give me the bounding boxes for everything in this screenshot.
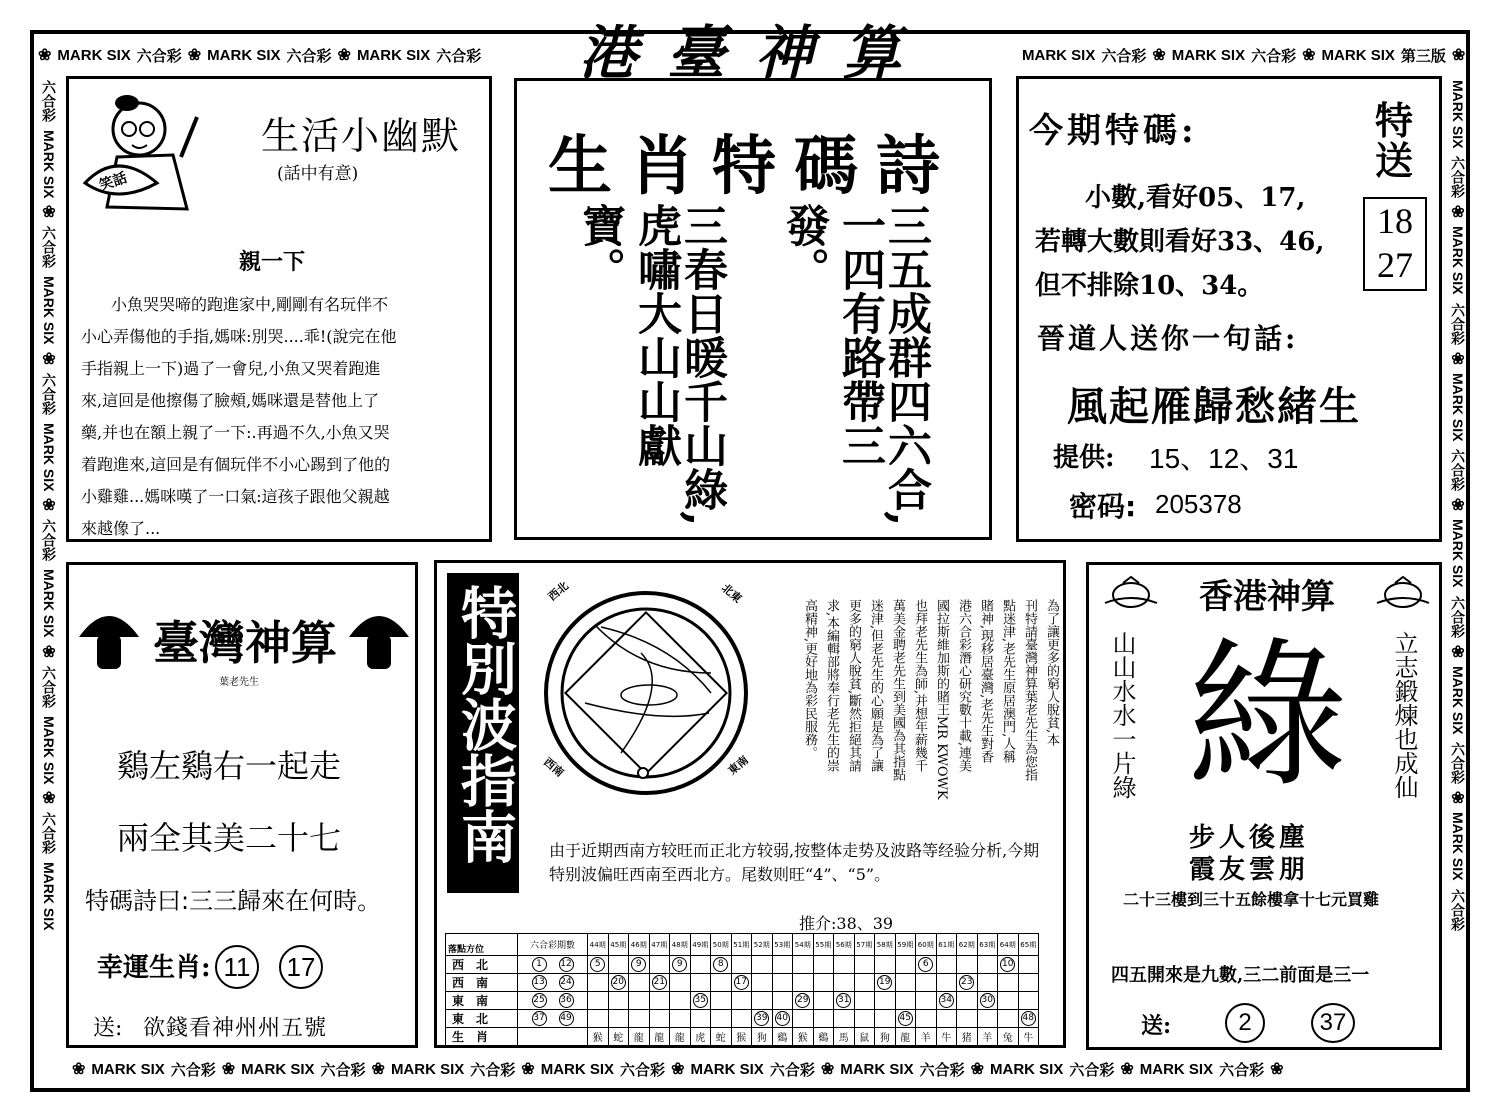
table-cell [957, 992, 978, 1010]
article-column: 國拉斯維加斯的賭王MR KWOWK [934, 599, 949, 800]
zodiac-cell-text: 牛 [1023, 1033, 1034, 1044]
table-cell [649, 974, 670, 992]
password-value: 205378 [1155, 489, 1242, 519]
mushroom-icon [75, 601, 143, 673]
table-row [446, 992, 1039, 1010]
zodiac-cell-text: 蛇 [715, 1033, 726, 1044]
bottom-strip: ❀ MARK SIX 六合彩 ❀ MARK SIX 六合彩 ❀ MARK SIX 六合彩 ❀ MARK SIX 六合彩 ❀ MARK SIX 六合彩 ❀ MARK SIX 六合彩 ❀ MARK SIX 六合彩 ❀ MARK SIX 六合彩 ❀ [72, 1060, 1284, 1079]
table-cell [813, 992, 834, 1010]
period-cell: 60期 [916, 934, 937, 956]
compass-label: 西南 [541, 755, 567, 780]
article-column: 更多的窮人脫貧,斷然拒絕其請 [846, 599, 861, 773]
number-mark: 48 [1021, 1011, 1036, 1026]
table-cell [936, 1028, 957, 1046]
table-cell [752, 992, 773, 1010]
number-mark: 9 [631, 957, 646, 972]
provide-label: 提供: [1053, 443, 1115, 473]
number-mark: 19 [877, 975, 892, 990]
article-column: 萬美金聘老先生到美國為其指點 [890, 599, 905, 781]
table-cell [813, 956, 834, 974]
zodiac-cell-text: 猴 [736, 1033, 747, 1044]
poem-column: 虎嘯大山山獻寶。 [574, 203, 681, 467]
period-cell: 53期 [772, 934, 793, 956]
story-line: 藥,并也在額上親了一下:.再過不久,小魚又哭 [81, 423, 390, 442]
hk-right-column: 立志鍛煉也成仙 [1390, 631, 1418, 799]
table-header-row [446, 934, 1039, 956]
hk-line: 四五開來是九數,三二前面是三一 [1111, 965, 1370, 986]
compass-diagram [541, 583, 751, 803]
table-cell [793, 974, 814, 992]
period-cell: 63期 [977, 934, 998, 956]
hk-left-column: 山山水水一片綠 [1108, 631, 1136, 799]
table-cell [1018, 956, 1039, 974]
table-cell [670, 1028, 691, 1046]
table-cell [875, 1010, 896, 1028]
right-strip: MARK SIX 六合彩 ❀ MARK SIX 六合彩 ❀ MARK SIX 六合彩 ❀ MARK SIX 六合彩 ❀ MARK SIX 六合彩 ❀ MARK SIX 六合彩 [1450, 80, 1466, 931]
table-cell [895, 992, 916, 1010]
table-cell [1018, 1028, 1039, 1046]
table-row [446, 956, 1039, 974]
table-cell [875, 974, 896, 992]
table-cell [731, 974, 752, 992]
number-mark: 5 [590, 957, 605, 972]
table-cell [977, 956, 998, 974]
table-cell [711, 992, 732, 1010]
table-cell [588, 1010, 609, 1028]
row-label: 東 南 [446, 992, 518, 1010]
table-cell [957, 1010, 978, 1028]
zodiac-cell-text: 狗 [756, 1033, 767, 1044]
poem-panel [514, 78, 992, 540]
table-cell [670, 956, 691, 974]
guide-title: 特別波指南 [452, 584, 517, 864]
table-cell [875, 956, 896, 974]
story-line: 着跑進來,這回是有個玩伴不小心踢到了他的 [81, 455, 391, 474]
table-cell [772, 1028, 793, 1046]
table-cell [895, 974, 916, 992]
number-mark: 39 [754, 1011, 769, 1026]
hk-panel [1086, 562, 1442, 1050]
lucky-number: 11 [215, 945, 259, 989]
guide-summary: 由于近期西南方较旺而正北方较弱,按整体走势及波路等经验分析,今期特别波偏旺西南至西北方。尾数则旺“4”、“5”。 [549, 841, 1040, 884]
period-cell: 59期 [895, 934, 916, 956]
hk-send-number: 2 [1225, 1003, 1265, 1043]
provide-value: 15、12、31 [1149, 443, 1299, 474]
quote-label: 晉道人送你一句話: [1037, 322, 1299, 355]
table-cell [977, 992, 998, 1010]
row-label: 生 肖 [446, 1028, 518, 1046]
period-cell: 62期 [957, 934, 978, 956]
number-mark: 35 [693, 993, 708, 1008]
guide-recommend: 推介:38、39 [799, 914, 894, 933]
number-mark: 6 [918, 957, 933, 972]
row-key-cell [518, 956, 588, 974]
table-cell [772, 1010, 793, 1028]
send-text: 欲錢看神州州五號 [143, 1016, 328, 1041]
table-cell [608, 1010, 629, 1028]
zodiac-cell-text: 龍 [654, 1033, 665, 1044]
table-cell [731, 1028, 752, 1046]
zodiac-cell-text: 兔 [1002, 1033, 1013, 1044]
table-cell [588, 1028, 609, 1046]
hk-line: 霞友雲朋 [1189, 855, 1310, 885]
table-cell [957, 956, 978, 974]
send-label: 送: [93, 1016, 123, 1041]
table-cell [588, 974, 609, 992]
story-line: 小雞雞...媽咪嘆了一口氣:這孩子跟他父親越 [81, 487, 390, 506]
table-cell [916, 974, 937, 992]
taiwan-line: 特碼詩曰:三三歸來在何時。 [85, 887, 382, 915]
cartoon-man-illustration [77, 87, 237, 217]
period-cell: 56期 [834, 934, 855, 956]
article-column: 賭神,現移居臺灣,老先生對香 [978, 599, 993, 764]
edition-label: 第三版 [1400, 47, 1446, 65]
article-column: 港六合彩潛心研究數十載,連美 [956, 599, 971, 773]
period-cell: 48期 [670, 934, 691, 956]
guide-article [777, 599, 1061, 859]
table-cell [793, 992, 814, 1010]
humor-subtitle: (話中有意) [277, 164, 359, 184]
table-cell [752, 974, 773, 992]
zodiac-cell-text: 龍 [900, 1033, 911, 1044]
table-cell [854, 974, 875, 992]
number-mark: 40 [775, 1011, 790, 1026]
top-strip-right: MARK SIX 六合彩 ❀ MARK SIX 六合彩 ❀ MARK SIX 第三版 ❀ [1022, 46, 1466, 65]
table-cell [854, 956, 875, 974]
row-label: 西 北 [446, 956, 518, 974]
taiwan-title: 臺灣神算 [153, 616, 337, 670]
table-header-cell: 六合彩期數 [518, 934, 588, 956]
lucky-number: 17 [279, 945, 323, 989]
row-key: 13 [532, 975, 547, 990]
table-row [446, 1010, 1039, 1028]
period-cell: 64期 [998, 934, 1019, 956]
table-row [446, 974, 1039, 992]
table-cell [834, 1010, 855, 1028]
table-cell [977, 1028, 998, 1046]
table-cell [793, 1010, 814, 1028]
wave-table-body [446, 956, 1039, 1046]
row-key: 12 [559, 957, 574, 972]
table-cell [1018, 1010, 1039, 1028]
table-cell [670, 1010, 691, 1028]
badge-number-box [1363, 197, 1427, 291]
table-cell [670, 974, 691, 992]
table-cell [875, 1028, 896, 1046]
table-cell [916, 956, 937, 974]
zodiac-cell-text: 狗 [879, 1033, 890, 1044]
mushroom-icon [345, 601, 413, 673]
poem-column: 三五成群四六合, [880, 203, 931, 527]
table-cell [793, 956, 814, 974]
wave-table [445, 933, 1039, 1046]
special-badge: 特送 [1375, 99, 1414, 183]
table-cell [793, 1028, 814, 1046]
table-header-cell: 落點方位 [446, 934, 518, 956]
left-strip: 六合彩 MARK SIX ❀ 六合彩 MARK SIX ❀ 六合彩 MARK SIX ❀ 六合彩 MARK SIX ❀ 六合彩 MARK SIX ❀ 六合彩 MARK SIX [41, 80, 57, 931]
special-line: 但不排除10、34。 [1035, 271, 1264, 301]
table-cell [752, 1028, 773, 1046]
number-mark: 34 [939, 993, 954, 1008]
table-cell [936, 974, 957, 992]
table-cell [690, 956, 711, 974]
table-cell [649, 956, 670, 974]
period-cell: 50期 [711, 934, 732, 956]
table-cell [998, 992, 1019, 1010]
number-mark: 23 [959, 975, 974, 990]
row-key-cell [518, 992, 588, 1010]
table-cell [608, 974, 629, 992]
zodiac-cell-text: 猴 [797, 1033, 808, 1044]
guide-table-wrap [445, 933, 1039, 1046]
money-bag-icon [1103, 573, 1159, 609]
table-cell [998, 1010, 1019, 1028]
poem-title: 生肖特碼詩 [548, 129, 958, 204]
story-line: 小心弄傷他的手指,媽咪:別哭....乖!(說完在他 [81, 327, 397, 346]
period-cell: 58期 [875, 934, 896, 956]
zodiac-cell-text: 龍 [674, 1033, 685, 1044]
article-column: 為了讓更多的窮人脫貧,本 [1044, 599, 1059, 747]
zodiac-cell-text: 猪 [961, 1033, 972, 1044]
table-cell [649, 992, 670, 1010]
table-cell [998, 1028, 1019, 1046]
number-mark: 9 [672, 957, 687, 972]
table-cell [608, 992, 629, 1010]
table-cell [588, 956, 609, 974]
compass-label: 北東 [719, 581, 745, 606]
table-cell [916, 992, 937, 1010]
article-column: 點迷津,老先生原居澳門,人稱 [1000, 599, 1015, 764]
zodiac-cell-text: 虎 [695, 1033, 706, 1044]
hk-line: 步人後塵 [1189, 823, 1310, 853]
table-cell [977, 1010, 998, 1028]
table-cell [916, 1010, 937, 1028]
zodiac-cell-text: 猴 [592, 1033, 603, 1044]
table-cell [936, 992, 957, 1010]
table-cell [916, 1028, 937, 1046]
number-mark: 10 [1000, 957, 1015, 972]
guide-title-block [447, 573, 519, 893]
compass-label: 西北 [545, 579, 571, 604]
story-line: 手指親上一下)過了一會兒,小魚又哭着跑進 [81, 359, 381, 378]
password-label: 密码: [1069, 490, 1137, 523]
zodiac-cell-text: 羊 [920, 1033, 931, 1044]
zodiac-cell-text: 牛 [941, 1033, 952, 1044]
poem-column: 一四有路帶三發。 [778, 203, 885, 467]
article-column: 刊特請臺灣神算葉老先生為您指 [1022, 599, 1037, 781]
table-cell [649, 1010, 670, 1028]
table-cell [670, 992, 691, 1010]
row-key: 24 [559, 975, 574, 990]
table-cell [629, 1010, 650, 1028]
table-cell [711, 1010, 732, 1028]
row-key: 36 [559, 993, 574, 1008]
zodiac-cell-text: 鷄 [777, 1033, 788, 1044]
zodiac-cell-text: 蛇 [613, 1033, 624, 1044]
number-mark: 31 [836, 993, 851, 1008]
table-cell [608, 956, 629, 974]
story-line: 小魚哭哭啼的跑進家中,剛剛有名玩伴不 [111, 295, 389, 314]
table-cell [834, 974, 855, 992]
table-cell [772, 992, 793, 1010]
special-line: 小數,看好05、17, [1085, 183, 1306, 213]
hk-line: 二十三樓到三十五餘樓拿十七元買雞 [1123, 890, 1380, 909]
story-line: 來,這回是他擦傷了臉頰,媽咪還是替他上了 [81, 391, 380, 410]
table-cell [690, 992, 711, 1010]
guide-panel [434, 560, 1066, 1048]
table-cell [772, 956, 793, 974]
table-cell [1018, 974, 1039, 992]
table-cell [588, 992, 609, 1010]
row-key: 37 [532, 1011, 547, 1026]
number-mark: 45 [898, 1011, 913, 1026]
article-column: 高精神,更好地為彩民服務。 [802, 599, 817, 760]
row-label: 東 北 [446, 1010, 518, 1028]
number-mark: 30 [980, 993, 995, 1008]
table-cell [731, 1010, 752, 1028]
table-cell [731, 956, 752, 974]
row-key: 49 [559, 1011, 574, 1026]
period-cell: 52期 [752, 934, 773, 956]
table-cell [752, 956, 773, 974]
humor-title: 生活小幽默 [261, 114, 462, 158]
table-cell [649, 1028, 670, 1046]
period-cell: 49期 [690, 934, 711, 956]
article-column: 也拜老先生為師,并想年薪幾千 [912, 599, 927, 773]
zodiac-cell-text: 鼠 [859, 1033, 870, 1044]
table-cell [690, 1010, 711, 1028]
period-cell: 45期 [608, 934, 629, 956]
article-column: 求,本編輯部將奉行老先生的崇 [824, 599, 839, 773]
humor-panel [66, 76, 492, 542]
table-cell [629, 1028, 650, 1046]
badge-number: 27 [1377, 245, 1413, 285]
story-title: 親一下 [239, 249, 306, 275]
table-cell [957, 1028, 978, 1046]
table-cell [1018, 992, 1039, 1010]
hk-title: 香港神算 [1199, 577, 1335, 617]
table-cell [629, 956, 650, 974]
number-mark: 17 [734, 975, 749, 990]
table-cell [936, 1010, 957, 1028]
table-cell [957, 974, 978, 992]
taiwan-line: 鷄左鷄右一起走 [117, 747, 342, 785]
poem-column: 三春日暖千山綠, [676, 203, 727, 527]
table-cell [813, 974, 834, 992]
table-cell [936, 956, 957, 974]
row-key-cell [518, 1010, 588, 1028]
story-body [81, 289, 481, 545]
table-cell [998, 974, 1019, 992]
number-mark: 21 [652, 975, 667, 990]
lucky-label: 幸運生肖: [97, 953, 211, 983]
number-mark: 29 [795, 993, 810, 1008]
period-cell: 47期 [649, 934, 670, 956]
table-cell [711, 974, 732, 992]
article-column: 迷津,但老先生的心願是為了讓 [868, 599, 883, 773]
money-bag-icon [1375, 573, 1431, 609]
compass-label: 東南 [725, 753, 751, 778]
taiwan-panel [66, 562, 418, 1048]
table-cell [772, 974, 793, 992]
table-cell [690, 1028, 711, 1046]
table-cell [895, 956, 916, 974]
fan-text: 笑話 [97, 170, 130, 194]
table-cell [629, 974, 650, 992]
hk-send-number: 37 [1311, 1003, 1355, 1043]
taiwan-author: 葉老先生 [219, 677, 259, 688]
number-mark: 20 [611, 975, 626, 990]
zodiac-cell-text: 龍 [633, 1033, 644, 1044]
hk-big-character: 綠 [1186, 622, 1347, 809]
table-cell [711, 956, 732, 974]
row-key-cell [518, 974, 588, 992]
table-cell [731, 992, 752, 1010]
top-strip-left: ❀ MARK SIX 六合彩 ❀ MARK SIX 六合彩 ❀ MARK SIX 六合彩 [38, 46, 482, 65]
table-cell [854, 992, 875, 1010]
row-key: 25 [532, 993, 547, 1008]
row-key-cell [518, 1028, 588, 1046]
special-panel [1016, 76, 1442, 542]
special-heading: 今期特碼: [1029, 111, 1198, 151]
zodiac-cell-text: 鷄 [818, 1033, 829, 1044]
period-cell: 54期 [793, 934, 814, 956]
table-row [446, 1028, 1039, 1046]
quote-text: 風起雁歸愁緒生 [1067, 383, 1361, 430]
period-cell: 46期 [629, 934, 650, 956]
table-cell [752, 1010, 773, 1028]
table-cell [629, 992, 650, 1010]
taiwan-line: 兩全其美二十七 [117, 819, 342, 857]
table-cell [834, 956, 855, 974]
table-cell [690, 974, 711, 992]
table-cell [813, 1010, 834, 1028]
table-cell [998, 956, 1019, 974]
story-line: 來越像了... [81, 519, 161, 538]
special-line: 若轉大數則看好33、46, [1035, 227, 1325, 257]
table-cell [813, 1028, 834, 1046]
table-cell [854, 1028, 875, 1046]
number-mark: 8 [713, 957, 728, 972]
table-cell [608, 1028, 629, 1046]
period-cell: 57期 [854, 934, 875, 956]
badge-number: 18 [1377, 201, 1413, 241]
table-cell [977, 974, 998, 992]
hk-send-label: 送: [1141, 1013, 1172, 1039]
table-cell [711, 1028, 732, 1046]
table-cell [875, 992, 896, 1010]
masthead-title: 港臺神算 [578, 19, 931, 87]
period-cell: 61期 [936, 934, 957, 956]
table-cell [854, 1010, 875, 1028]
table-cell [834, 992, 855, 1010]
row-label: 西 南 [446, 974, 518, 992]
zodiac-cell-text: 馬 [838, 1033, 849, 1044]
table-cell [895, 1010, 916, 1028]
row-key: 1 [532, 957, 547, 972]
period-cell: 55期 [813, 934, 834, 956]
zodiac-cell-text: 羊 [982, 1033, 993, 1044]
period-cell: 65期 [1018, 934, 1039, 956]
period-cell: 44期 [588, 934, 609, 956]
table-cell [895, 1028, 916, 1046]
table-cell [834, 1028, 855, 1046]
period-cell: 51期 [731, 934, 752, 956]
